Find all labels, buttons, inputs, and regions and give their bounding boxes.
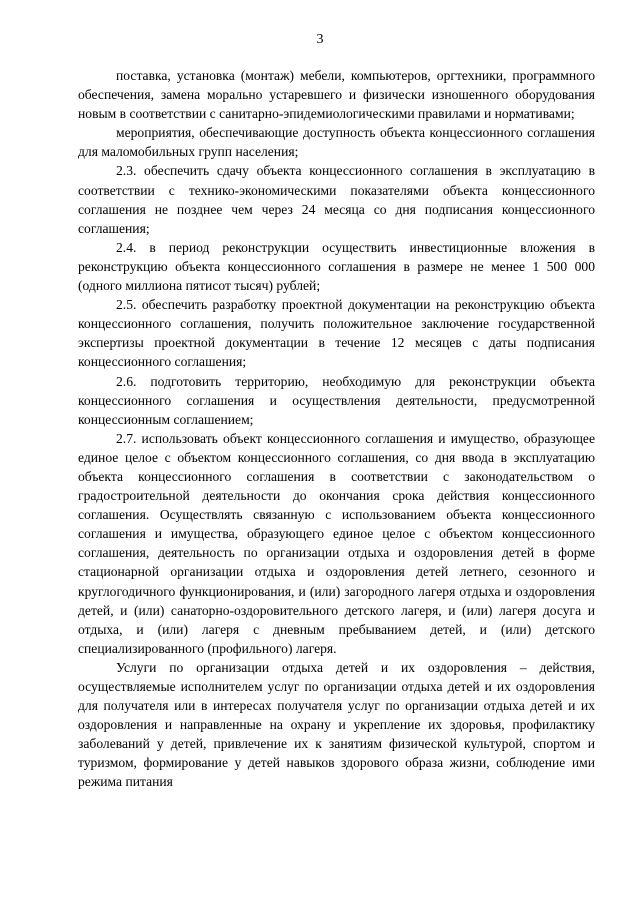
paragraph-equipment: поставка, установка (монтаж) мебели, компьютеров, оргтехники, программного обеспечения, замена морально устаревшего и физически изношенного оборудования новым в соответствии с санитарно-эпидемиологическими правилами и нормативами; [78, 68, 595, 122]
paragraph-2-5: 2.5. обеспечить разработку проектной документации на реконструкцию объекта концессионного соглашения, получить положительное заключение государственной экспертизы проектной документации в течение 12 месяцев с даты подписания концессионного соглашения; [78, 297, 595, 370]
paragraph-2-7: 2.7. использовать объект концессионного соглашения и имущество, образующее единое целое с объектом концессионного соглашения, со дня ввода в эксплуатацию объекта концессионного соглашения в соответствии с законодательством о градостроительной деятельности до окончания срока действия концессионного соглашения. Осуществлять связанную с использованием объекта концессионного соглашения и имущества, образующего единое целое с объектом концессионного соглашения, деятельность по организации отдыха и оздоровления детей в форме стационарной организации отдыха и оздоровления детей летнего, сезонного и круглогодичного функционирования, и (или) загородного лагеря отдыха и оздоровления детей, и (или) санаторно-оздоровительного детского лагеря, и (или) лагеря досуга и отдыха, и (или) лагеря с дневным пребыванием детей, и (или) детского специализированного (профильного) лагеря. [78, 430, 595, 656]
paragraph-accessibility: мероприятия, обеспечивающие доступность объекта концессионного соглашения для маломобильных групп населения; [78, 125, 595, 160]
paragraph-2-3: 2.3. обеспечить сдачу объекта концессионного соглашения в эксплуатацию в соответствии с технико-экономическими показателями объекта концессионного соглашения не позднее чем через 24 месяца со дня подписания концессионного соглашения; [78, 163, 595, 236]
paragraph-services-definition: Услуги по организации отдыха детей и их оздоровления – действия, осуществляемые исполнителем услуг по организации отдыха детей и их оздоровления для получателя или в интересах получателя услуг по организации отдыха детей и их оздоровления и направленные на охрану и укрепление их здоровья, профилактику заболеваний у детей, привлечение их к занятиям физической культурой, спортом и туризмом, формирование у детей навыков здорового образа жизни, соблюдение ими режима питания [78, 659, 595, 790]
paragraph-2-6: 2.6. подготовить территорию, необходимую для реконструкции объекта концессионного соглашения и осуществления деятельности, предусмотренной концессионным соглашением; [78, 373, 595, 427]
paragraph-2-4: 2.4. в период реконструкции осуществить инвестиционные вложения в реконструкцию объекта концессионного соглашения в размере не менее 1 500 000 (одного миллиона пятисот тысяч) рублей; [78, 239, 595, 294]
page-number: 3 [316, 32, 324, 47]
document-body [78, 66, 595, 792]
